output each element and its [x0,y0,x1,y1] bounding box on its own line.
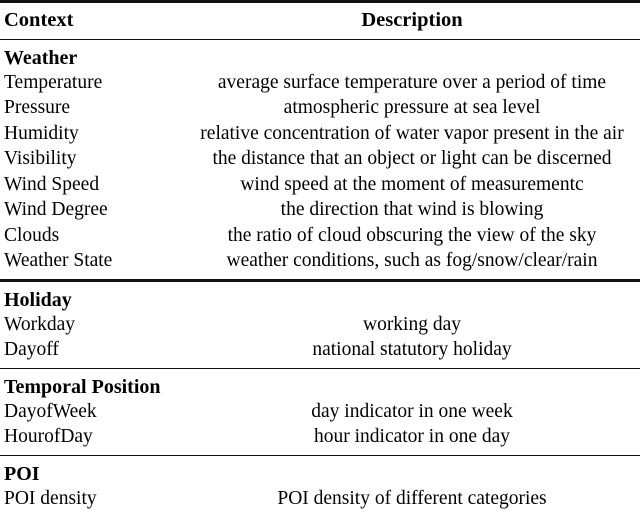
section-header-row-weather [0,39,640,70]
context-cell: Clouds [4,224,60,246]
context-cell: Humidity [4,122,79,144]
description-cell: working day [362,313,462,335]
description-cell: day indicator in one week [311,400,513,422]
context-cell: Weather State [0,248,177,280]
section-header-row-temporal-position [0,368,640,399]
description-cell: relative concentration of water vapor present in the air [200,122,624,144]
table-row [0,70,640,96]
context-cell: DayofWeek [4,400,97,422]
section-title-holiday: Holiday [0,280,177,312]
context-cell: Pressure [4,97,71,118]
section-title-weather: Weather [0,39,177,70]
description-cell: average surface temperature over a period of time [217,71,607,93]
context-cell: Temperature [4,71,103,93]
table-row [0,424,640,455]
section-header-spacer [177,455,640,486]
context-cell: Dayoff [4,339,59,360]
table-row [0,121,640,147]
description-cell: the ratio of cloud obscuring the view of the sky [227,224,597,246]
context-cell: POI density [4,487,97,509]
section-header-spacer [177,368,640,399]
table-row [0,399,640,425]
context-cell: Wind Degree [4,199,108,220]
column-header-description: Description [177,2,640,40]
table-row [0,197,640,223]
table-row [0,172,640,198]
context-cell: HourofDay [4,426,93,447]
table-row [0,486,640,517]
section-header-row-holiday [0,280,640,312]
description-cell: the direction that wind is blowing [280,199,544,220]
context-cell: Visibility [4,148,77,169]
table-row [0,95,640,121]
description-cell: hour indicator in one day [313,426,511,447]
section-title-temporal-position: Temporal Position [0,368,177,399]
table-row [0,312,640,338]
table-row [0,223,640,249]
description-cell: atmospheric pressure at sea level [283,97,541,118]
table-row [0,146,640,172]
section-header-row-poi [0,455,640,486]
column-header-context: Context [0,2,177,40]
description-cell: POI density of different categories [277,487,547,509]
description-cell: wind speed at the moment of measurementc [240,173,584,195]
table-row [0,337,640,368]
context-cell: Wind Speed [4,173,100,195]
section-header-spacer [177,280,640,312]
description-cell: national statutory holiday [312,339,512,360]
section-header-spacer [177,39,640,70]
description-cell: the distance that an object or light can be discerned [212,148,612,169]
table-row [0,248,640,280]
context-cell: Workday [4,313,75,335]
description-cell: weather conditions, such as fog/snow/clear/rain [177,248,640,280]
section-title-poi: POI [0,455,177,486]
table-header-row [0,2,640,40]
